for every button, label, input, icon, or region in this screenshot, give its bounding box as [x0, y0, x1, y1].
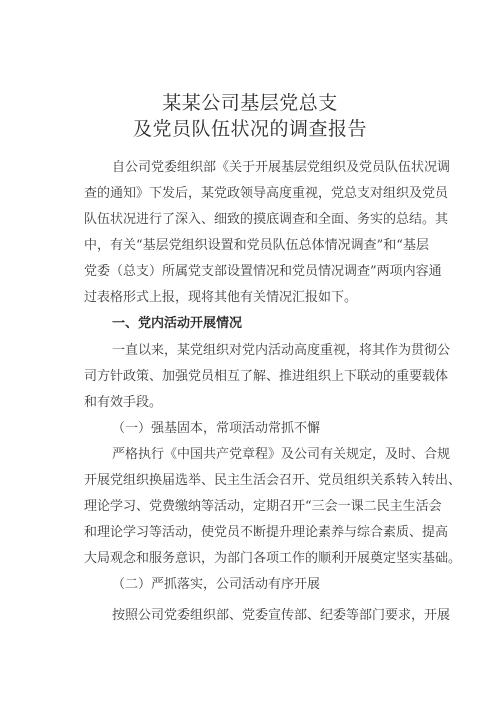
intro-line: 自公司党委组织部《关于开展基层党组织及党员队伍状况调 — [112, 160, 451, 175]
title-line-1: 某某公司基层党总支 — [162, 92, 338, 114]
intro-line: 过表格形式上报，现将其他有关情况汇报如下。 — [84, 290, 358, 305]
subsection-1-heading: （一）强基固本，常项活动常抓不懈 — [112, 421, 321, 436]
intro-line: 队伍状况进行了深入、细致的摸底调查和全面、务实的总结。其 — [84, 212, 449, 227]
subsection-1-line: 和理论学习等活动，使党员不断提升理论素养与综合素质、提高 — [84, 525, 449, 540]
subsection-1-line: 大局观念和服务意识，为部门各项工作的顺利开展奠定坚实基础。 — [84, 551, 462, 566]
section-1-line: 一直以来，某党组织对党内活动高度重视，将其作为贯彻公 — [112, 343, 451, 358]
subsection-2-line: 按照公司党委组织部、党委宣传部、纪委等部门要求，开展 — [112, 608, 451, 623]
section-1-line: 司方针政策、加强党员相互了解、推进组织上下联动的重要载体 — [84, 369, 449, 384]
subsection-1-line: 理论学习、党费缴纳等活动，定期召开“三会一课二民主生活会 — [84, 499, 442, 514]
subsection-1-line: 开展党组织换届选举、民主生活会召开、党员组织关系转入转出、 — [84, 473, 462, 488]
intro-line: 中，有关“基层党组织设置和党员队伍总体情况调查”和“基层 — [84, 238, 429, 253]
section-1-line: 和有效手段。 — [84, 395, 163, 410]
subsection-1-line: 严格执行《中国共产党章程》及公司有关规定，及时、合规 — [112, 447, 451, 462]
title-line-2: 及党员队伍状况的调查报告 — [132, 118, 367, 140]
intro-line: 查的通知》下发后，某党政领导高度重视，党总支对组织及党员 — [84, 186, 449, 201]
subsection-2-heading: （二）严抓落实，公司活动有序开展 — [112, 577, 321, 592]
section-1-heading: 一、党内活动开展情况 — [112, 316, 243, 331]
intro-line: 党委（总支）所属党支部设置情况和党员情况调查”两项内容通 — [84, 264, 442, 279]
